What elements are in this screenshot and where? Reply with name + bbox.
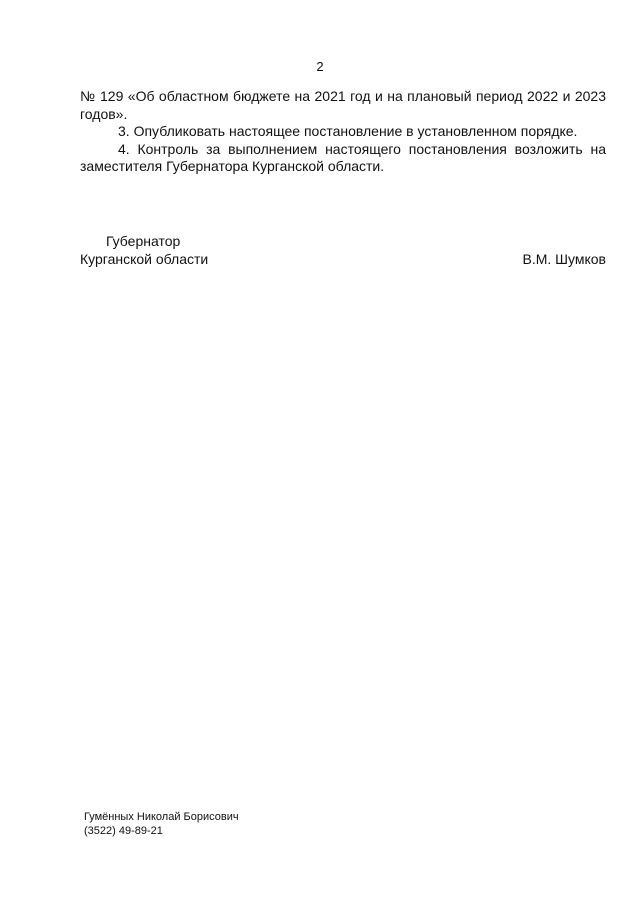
page-number: 2 <box>316 59 324 74</box>
paragraph-continuation: № 129 «Об областном бюджете на 2021 год и на плановый период 2022 и 2023 годов». <box>80 88 606 122</box>
signatory-title-line1: Губернатор <box>106 233 181 249</box>
signature-block <box>80 233 606 268</box>
signature-row <box>80 251 606 269</box>
executor-footer <box>84 810 239 838</box>
document-body <box>80 88 606 176</box>
signatory-name: В.М. Шумков <box>522 250 606 267</box>
signatory-title-line2: Курганской области <box>80 250 209 267</box>
paragraph-item-4: 4. Контроль за выполнением настоящего постановления возложить на заместителя Губернатора Курганской области. <box>80 140 606 174</box>
executor-phone: (3522) 49-89-21 <box>84 825 163 837</box>
paragraph-item-3: 3. Опубликовать настоящее постановление в установленном порядке. <box>118 123 578 139</box>
executor-name: Гумённых Николай Борисович <box>84 811 239 823</box>
